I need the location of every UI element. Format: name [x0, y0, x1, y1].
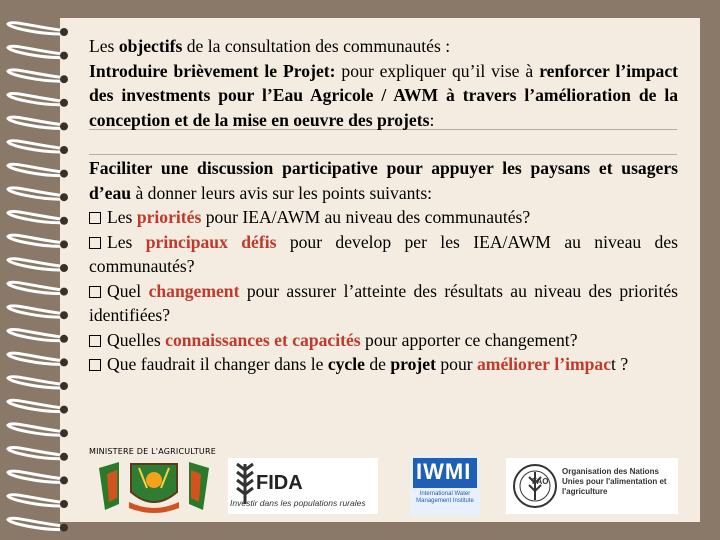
list-item: [89, 328, 678, 353]
text: de: [364, 354, 391, 374]
highlight: connaissances et capacités: [165, 329, 361, 350]
text: Les: [107, 207, 137, 227]
iwmi-tagline: International Water Management Institute: [416, 491, 474, 504]
ring-hole: [60, 217, 68, 225]
spiral-ring-icon: [8, 329, 60, 340]
ring-hole: [60, 28, 68, 36]
text: de la consultation des communautés :: [182, 36, 451, 56]
spiral-ring-icon: [8, 353, 60, 364]
intro-bold: Introduire brièvement le Projet:: [89, 60, 336, 81]
projet-word: projet: [390, 354, 436, 374]
checkbox-icon: [89, 335, 101, 347]
cycle-word: cycle: [327, 354, 365, 374]
ring-hole: [60, 170, 68, 178]
ring-hole: [60, 288, 68, 296]
ring-hole: [60, 429, 68, 437]
spiral-ring-icon: [8, 400, 60, 411]
checkbox-icon: [89, 359, 101, 371]
intro-text: pour expliquer qu’il vise à: [335, 60, 540, 81]
spiral-ring-icon: [8, 117, 60, 128]
spiral-ring-icon: [8, 377, 60, 388]
fao-logo: [506, 458, 678, 514]
ring-hole: [60, 122, 68, 130]
list-item: [89, 230, 678, 279]
spiral-ring-icon: [8, 93, 60, 104]
spiral-ring-icon: [8, 46, 60, 57]
checkbox-icon: [89, 237, 101, 249]
fao-logo-icon: [512, 463, 558, 509]
coat-of-arms-icon: [89, 458, 219, 516]
ring-hole: [60, 524, 68, 532]
text: pour apporter ce changement?: [360, 329, 578, 350]
highlight: changement: [148, 280, 240, 301]
intro-bold-2: renforcer l’impact des investments pour l’Eau Agricole / AWM à travers l’amélioration de la conception et de la mise en oeuvre des projets: [89, 60, 679, 130]
spiral-ring-icon: [8, 23, 60, 34]
intro-paragraph: [89, 59, 678, 133]
facilitate-bold: Faciliter une discussion participative pour appuyer les paysans et usagers d’eau: [89, 158, 678, 203]
text: Les: [89, 36, 119, 56]
intro-end: :: [429, 109, 435, 130]
spiral-ring-icon: [8, 282, 60, 293]
ring-hole: [60, 193, 68, 201]
objectifs-word: objectifs: [118, 36, 183, 56]
ring-hole: [60, 75, 68, 83]
ring-hole: [60, 406, 68, 414]
text: Quelles: [107, 329, 166, 350]
ring-hole: [60, 500, 68, 508]
spiral-binding: [0, 14, 80, 534]
ring-hole: [60, 311, 68, 319]
facilitate-paragraph: [89, 156, 678, 205]
objectives-line: [89, 34, 678, 59]
iwmi-name: IWMI: [416, 459, 472, 484]
ameliorer-word: améliorer: [477, 354, 550, 374]
ring-hole: [60, 453, 68, 461]
text: Quel: [107, 280, 149, 301]
checkbox-icon: [89, 286, 101, 298]
iwmi-logo: [410, 455, 480, 516]
list-item: [89, 279, 678, 328]
highlight: priorités: [136, 207, 202, 227]
fao-abbr: FAO: [532, 477, 549, 486]
fida-name: FIDA: [256, 472, 303, 494]
spiral-ring-icon: [8, 306, 60, 317]
spiral-ring-icon: [8, 235, 60, 246]
impact-word: l’impac: [554, 354, 612, 374]
spiral-ring-icon: [8, 495, 60, 506]
spiral-ring-icon: [8, 259, 60, 270]
fida-logo: [228, 458, 378, 514]
bullet-list: [89, 205, 678, 377]
spiral-ring-icon: [8, 471, 60, 482]
facilitate-text: à donner leurs avis sur les points suivants:: [131, 182, 433, 203]
spiral-ring-icon: [8, 447, 60, 458]
coat-of-arms-logo: [89, 458, 219, 516]
ring-hole: [60, 382, 68, 390]
spiral-ring-icon: [8, 518, 60, 529]
highlight: principaux défis: [145, 231, 277, 252]
text: pour IEA/AWM au niveau des communautés?: [201, 207, 531, 227]
fida-tagline: Investir dans les populations rurales: [230, 498, 366, 508]
list-item: [89, 205, 678, 230]
spiral-ring-icon: [8, 424, 60, 435]
spiral-ring-icon: [8, 141, 60, 152]
checkbox-icon: [89, 212, 101, 224]
spiral-ring-icon: [8, 70, 60, 81]
ring-hole: [60, 335, 68, 343]
text: Les: [107, 231, 146, 252]
text: pour: [435, 354, 477, 374]
list-item: [89, 352, 678, 377]
spiral-ring-icon: [8, 188, 60, 199]
fao-text: Organisation des Nations Unies pour l'alimentation et l'agriculture: [562, 467, 667, 496]
ring-hole: [60, 476, 68, 484]
text: pour assurer l’atteinte des résultats au niveau des priorités identifiées?: [89, 280, 678, 325]
slide-content: [89, 34, 678, 377]
text: Que faudrait il changer dans le: [107, 354, 328, 374]
ring-hole: [60, 99, 68, 107]
ring-hole: [60, 52, 68, 60]
spiral-ring-icon: [8, 211, 60, 222]
ring-hole: [60, 146, 68, 154]
ring-hole: [60, 240, 68, 248]
text: pour develop per les IEA/AWM au niveau des communautés?: [89, 231, 678, 276]
ring-hole: [60, 358, 68, 366]
spiral-ring-icon: [8, 164, 60, 175]
ministere-label: MINISTERE DE L'AGRICULTURE: [89, 447, 216, 456]
text: t ?: [611, 354, 629, 374]
ring-hole: [60, 264, 68, 272]
